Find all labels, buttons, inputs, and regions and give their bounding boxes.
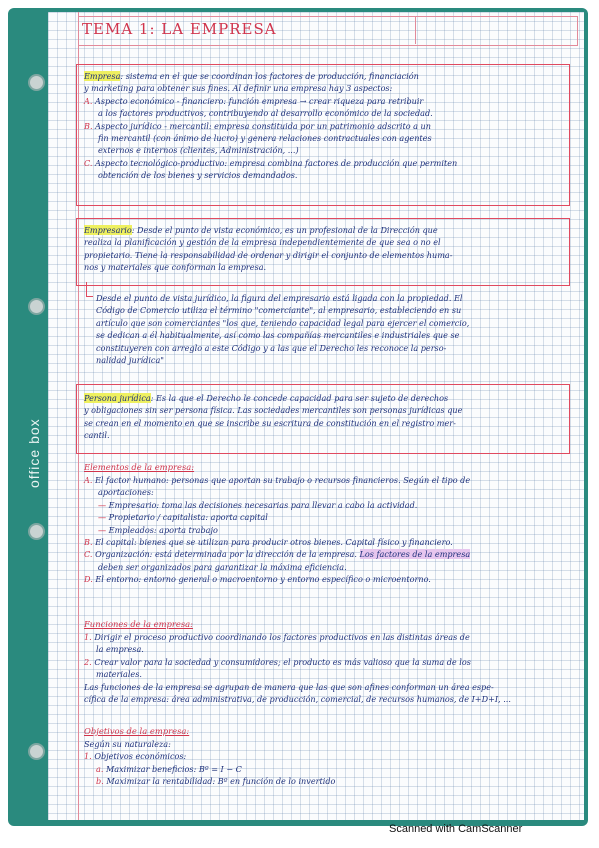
- empresario-juridico: Desde el punto de vista jurídico, la figura del empresario está ligada con la propiedad. El Código de Comercio utiliza el término "comerciante", al empresario, estableciendo en su artículo que son comerciantes "los que, teniendo capacidad legal para ejercer el comercio, se dedican a él habitualmente, así como las compañías mercantiles e industriales que se constituyeren con arreglo a este Código y a las que el Derecho les reconoce la perso- nalidad jurídica": [96, 293, 470, 366]
- binder-ring: [28, 743, 45, 760]
- empresa-definition: Empresa: sistema en el que se coordinan los factores de producción, financiación y marketing para obtener sus fines. Al definir una empresa hay 3 aspectos: A. Aspecto económico - financiero: función empresa → crear riqueza para retribuir a los factores productivos, contribuyendo al desarrollo económico de la sociedad. B. Aspecto jurídico - mercantil: empresa constituida por un patrimonio adscrito a un fin mercantil (con ánimo de lucro) y genera relaciones contractuales con agentes externos e internos (clientes, Administración, ...) C. Aspecto tecnológico-productivo: empresa combina factores de producción que permiten obtención de los bienes y servicios demandados.: [84, 71, 458, 181]
- empresario-term: Empresario: [84, 225, 132, 235]
- elementos-list: A. El factor humano: personas que aportan su trabajo o recursos financieros. Según el tipo de aportaciones: — Empresario: toma las decisiones necesarias para llevar a cabo la actividad. — Propietario / capitalista: aporta capital — Empleados: aporta trabajo B. El capital: bienes que se utilizan para producir otros bienes. Capital físico y financiero. C. Organización: está determinada por la dirección de la empresa. Los factores de la empresa deben ser organizados para garantizar la máxima eficiencia. D. El entorno: entorno general o macroentorno y entorno específico o microentorno.: [84, 475, 471, 585]
- funciones-list: 1. Dirigir el proceso productivo coordinando los factores productivos en las distintas áreas de la empresa. 2. Crear valor para la sociedad y consumidores; el producto es más valioso que la suma de los materiales. Las funciones de la empresa se agrupan de manera que las que son afines conforman un área espe- cífica de la empresa: área administrativa, de producción, comercial, de recursos humanos, de I+D+I, ...: [84, 632, 511, 705]
- binder-ring: [28, 298, 45, 315]
- persona-juridica-term: Persona jurídica: [84, 393, 151, 403]
- funciones-heading: Funciones de la empresa:: [84, 619, 193, 629]
- page-title: TEMA 1: LA EMPRESA: [82, 20, 277, 38]
- objetivos-heading: Objetivos de la empresa:: [84, 726, 190, 736]
- binder-ring: [28, 74, 45, 91]
- scanner-watermark: Scanned with CamScanner: [389, 823, 523, 835]
- empresario-definition: Empresario: Desde el punto de vista económico, es un profesional de la Dirección que realiza la planificación y gestión de la empresa independientemente de que sea o no el propietario. Tiene la responsabilidad de ordenar y dirigir el conjunto de elementos huma- nos y materiales que conforman la empresa.: [84, 225, 453, 273]
- elementos-heading: Elementos de la empresa:: [84, 462, 195, 472]
- empresa-term: Empresa: [84, 71, 121, 81]
- arrow-connector: [86, 282, 93, 297]
- objetivos-list: Según su naturaleza: 1. Objetivos económicos: a. Maximizar beneficios: Bº = I − C b. Maximizar la rentabilidad: Bº en función de lo invertido: [84, 739, 336, 787]
- persona-juridica-definition: Persona jurídica: Es la que el Derecho le concede capacidad para ser sujeto de derechos y obligaciones sin ser persona física. Las sociedades mercantiles son personas jurídicas que se crean en el momento en que se inscribe su escritura de constitución en el registro mer- cantil.: [84, 393, 463, 441]
- binder-ring: [28, 523, 45, 540]
- brand-label: office box: [26, 418, 42, 488]
- header-divider: [415, 16, 416, 44]
- notebook-page: [48, 12, 584, 820]
